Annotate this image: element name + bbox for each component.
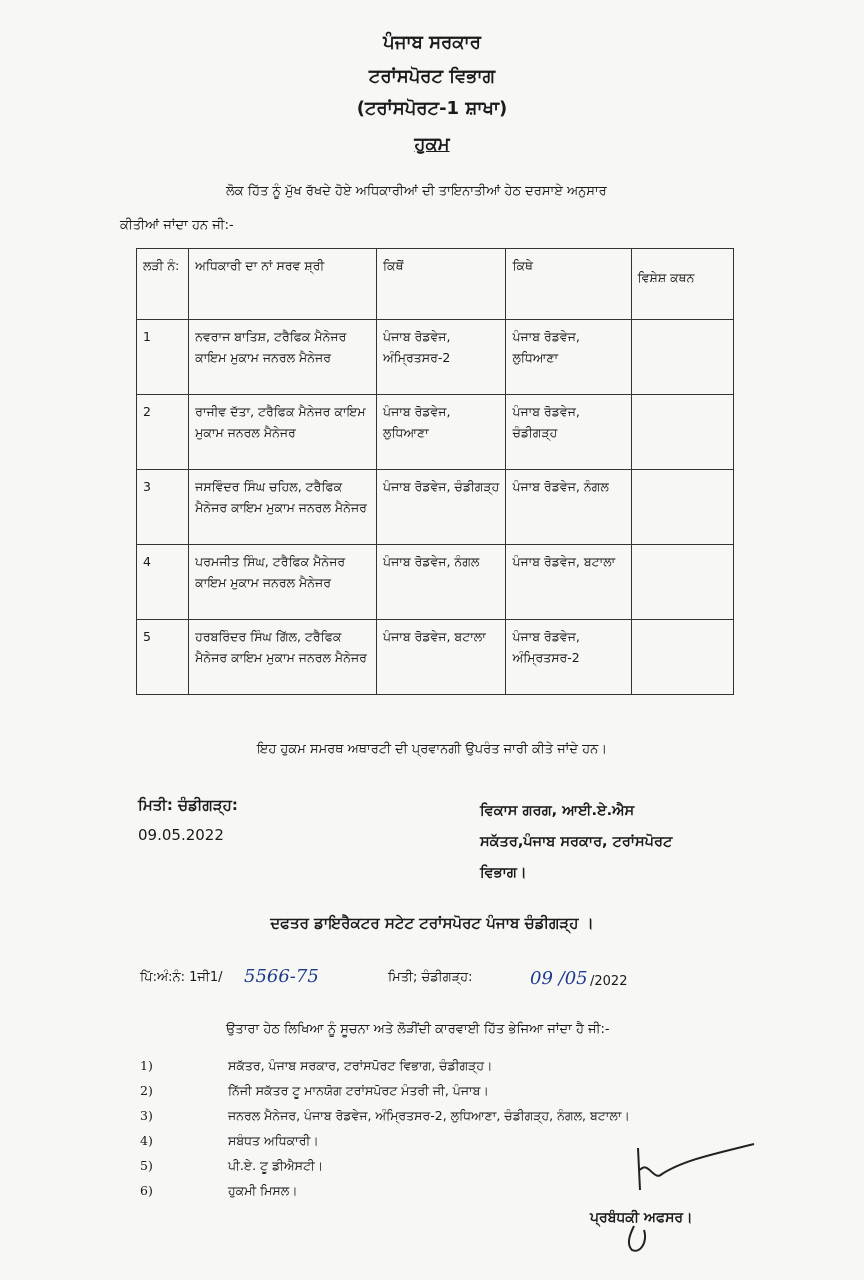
endorsement-date-label: ਮਿਤੀ; ਚੰਡੀਗੜ੍ਹ: xyxy=(388,970,473,985)
table-row xyxy=(137,545,734,620)
intro-line-1: ਲੋਕ ਹਿੱਤ ਨੂੰ ਮੁੱਖ ਰੱਖਦੇ ਹੋਏ ਅਧਿਕਾਰੀਆਂ ਦੀ ਤਾਇਨਾਤੀਆਂ ਹੇਠ ਦਰਸਾਏ ਅਨੁਸਾਰ xyxy=(226,184,607,199)
cell-officer: ਹਰਬਰਿੰਦਰ ਸਿੰਘ ਗਿੱਲ, ਟਰੈਫਿਕ ਮੈਨੇਜਰ ਕਾਇਮ ਮੁਕਾਮ ਜਨਰਲ ਮੈਨੇਜਰ xyxy=(189,620,377,695)
cell-officer: ਰਾਜੀਵ ਦੱਤਾ, ਟਰੈਫਿਕ ਮੈਨੇਜਰ ਕਾਇਮ ਮੁਕਾਮ ਜਨਰਲ ਮੈਨੇਜਰ xyxy=(189,395,377,470)
list-item-number: 6) xyxy=(140,1183,153,1198)
cell-to: ਪੰਜਾਬ ਰੋਡਵੇਜ, ਚੰਡੀਗੜ੍ਹ xyxy=(506,395,631,470)
cell-serial: 5 xyxy=(137,620,189,695)
list-item-text: ਹੁਕਮੀ ਮਿਸਲ। xyxy=(228,1183,298,1198)
copy-forwarded-intro: ਉਤਾਰਾ ਹੇਠ ਲਿਖਿਆ ਨੂੰ ਸੂਚਨਾ ਅਤੇ ਲੋੜੀਂਦੀ ਕਾਰਵਾਈ ਹਿੱਤ ਭੇਜਿਆ ਜਾਂਦਾ ਹੈ ਜੀ:- xyxy=(226,1022,610,1037)
header-department: ਟਰਾਂਸਪੋਰਟ ਵਿਭਾਗ xyxy=(368,66,496,87)
table-row xyxy=(137,320,734,395)
cell-remarks xyxy=(631,545,733,620)
cell-remarks xyxy=(631,620,733,695)
header-branch: (ਟਰਾਂਸਪੋਰਟ-1 ਸ਼ਾਖਾ) xyxy=(356,98,508,119)
col-header-remarks: ਵਿਸ਼ੇਸ਼ ਕਥਨ xyxy=(631,249,733,320)
cell-to: ਪੰਜਾਬ ਰੋਡਵੇਜ, ਲੁਧਿਆਣਾ xyxy=(506,320,631,395)
cell-serial: 4 xyxy=(137,545,189,620)
signatory-block xyxy=(480,796,750,889)
cell-from: ਪੰਜਾਬ ਰੋਡਵੇਜ, ਅੰਮ੍ਰਿਤਸਰ-2 xyxy=(377,320,506,395)
endorsing-office: ਦਫਤਰ ਡਾਇਰੈਕਟਰ ਸਟੇਟ ਟਰਾਂਸਪੋਰਟ ਪੰਜਾਬ ਚੰਡੀਗੜ੍ਹ । xyxy=(270,914,594,932)
cell-from: ਪੰਜਾਬ ਰੋਡਵੇਜ, ਨੰਗਲ xyxy=(377,545,506,620)
col-header-to: ਕਿਥੇ xyxy=(506,249,631,320)
issue-place: ਮਿਤੀ: ਚੰਡੀਗੜ੍ਹ: xyxy=(138,796,238,814)
table-row xyxy=(137,470,734,545)
approval-statement: ਇਹ ਹੁਕਮ ਸਮਰਥ ਅਥਾਰਟੀ ਦੀ ਪ੍ਰਵਾਨਗੀ ਉਪਰੰਤ ਜਾਰੀ ਕੀਤੇ ਜਾਂਦੇ ਹਨ। xyxy=(257,742,607,757)
list-item-text: ਸਕੱਤਰ, ਪੰਜਾਬ ਸਰਕਾਰ, ਟਰਾਂਸਪੋਰਟ ਵਿਭਾਗ, ਚੰਡੀਗੜ੍ਹ। xyxy=(228,1058,493,1073)
cell-remarks xyxy=(631,320,733,395)
cell-serial: 3 xyxy=(137,470,189,545)
table-header-row xyxy=(137,249,734,320)
issue-date: 09.05.2022 xyxy=(138,826,224,844)
cell-to: ਪੰਜਾਬ ਰੋਡਵੇਜ, ਬਟਾਲਾ xyxy=(506,545,631,620)
list-item-text: ਸਬੰਧਤ ਅਧਿਕਾਰੀ। xyxy=(228,1133,319,1148)
list-item-number: 1) xyxy=(140,1058,153,1073)
endorsement-number: 5566-75 xyxy=(244,966,319,987)
cell-from: ਪੰਜਾਬ ਰੋਡਵੇਜ, ਲੁਧਿਆਣਾ xyxy=(377,395,506,470)
list-item-number: 3) xyxy=(140,1108,153,1123)
cell-from: ਪੰਜਾਬ ਰੋਡਵੇਜ, ਚੰਡੀਗੜ੍ਹ xyxy=(377,470,506,545)
list-item-number: 4) xyxy=(140,1133,153,1148)
list-item-text: ਪੀ.ਏ. ਟੂ ਡੀਐਸਟੀ। xyxy=(228,1158,324,1173)
list-item-text: ਨਿੱਜੀ ਸਕੱਤਰ ਟੂ ਮਾਨਯੋਗ ਟਰਾਂਸਪੋਰਟ ਮੰਤਰੀ ਜੀ, ਪੰਜਾਬ। xyxy=(228,1083,489,1098)
list-item-number: 5) xyxy=(140,1158,153,1173)
list-item-number: 2) xyxy=(140,1083,153,1098)
cell-serial: 2 xyxy=(137,395,189,470)
cell-remarks xyxy=(631,470,733,545)
signatory-department: ਵਿਭਾਗ। xyxy=(480,865,527,881)
cell-from: ਪੰਜਾਬ ਰੋਡਵੇਜ, ਬਟਾਲਾ xyxy=(377,620,506,695)
posting-table xyxy=(136,248,734,695)
cell-to: ਪੰਜਾਬ ਰੋਡਵੇਜ, ਨੰਗਲ xyxy=(506,470,631,545)
signoff-designation: ਪ੍ਰਬੰਧਕੀ ਅਫਸਰ। xyxy=(590,1210,693,1226)
col-header-from: ਕਿਥੋਂ xyxy=(377,249,506,320)
table-row xyxy=(137,395,734,470)
cell-serial: 1 xyxy=(137,320,189,395)
cell-officer: ਪਰਮਜੀਤ ਸਿੰਘ, ਟਰੈਫਿਕ ਮੈਨੇਜਰ ਕਾਇਮ ਮੁਕਾਮ ਜਨਰਲ ਮੈਨੇਜਰ xyxy=(189,545,377,620)
col-header-officer: ਅਧਿਕਾਰੀ ਦਾ ਨਾਂ ਸਰਵ ਸ਼੍ਰੀ xyxy=(189,249,377,320)
cell-to: ਪੰਜਾਬ ਰੋਡਵੇਜ, ਅੰਮ੍ਰਿਤਸਰ-2 xyxy=(506,620,631,695)
header-order-title: ਹੁਕਮ xyxy=(414,134,450,155)
handwritten-signature xyxy=(604,1130,764,1260)
list-item-text: ਜਨਰਲ ਮੈਨੇਜਰ, ਪੰਜਾਬ ਰੋਡਵੇਜ, ਅੰਮ੍ਰਿਤਸਰ-2, ਲੁਧਿਆਣਾ, ਚੰਡੀਗੜ੍ਹ, ਨੰਗਲ, ਬਟਾਲਾ। xyxy=(228,1108,630,1123)
cell-officer: ਨਵਰਾਜ ਬਾਤਿਸ਼, ਟਰੈਫਿਕ ਮੈਨੇਜਰ ਕਾਇਮ ਮੁਕਾਮ ਜਨਰਲ ਮੈਨੇਜਰ xyxy=(189,320,377,395)
endorsement-date-handwritten: 09 /05 xyxy=(530,968,588,989)
header-government: ਪੰਜਾਬ ਸਰਕਾਰ xyxy=(383,32,481,53)
endorsement-year: /2022 xyxy=(590,974,628,989)
intro-line-2: ਕੀਤੀਆਂ ਜਾਂਦਾ ਹਨ ਜੀ:- xyxy=(120,218,234,233)
signatory-name: ਵਿਕਾਸ ਗਰਗ, ਆਈ.ਏ.ਐਸ xyxy=(480,803,635,819)
table-row xyxy=(137,620,734,695)
col-header-serial: ਲੜੀ ਨੰ: xyxy=(137,249,189,320)
cell-remarks xyxy=(631,395,733,470)
cell-officer: ਜਸਵਿੰਦਰ ਸਿੰਘ ਚਹਿਲ, ਟਰੈਫਿਕ ਮੈਨੇਜਰ ਕਾਇਮ ਮੁਕਾਮ ਜਨਰਲ ਮੈਨੇਜਰ xyxy=(189,470,377,545)
endorsement-prefix: ਪਿੱ:ਅੰ:ਨੰ: 1ਜੀ1/ xyxy=(140,970,223,985)
signatory-designation: ਸਕੱਤਰ,ਪੰਜਾਬ ਸਰਕਾਰ, ਟਰਾਂਸਪੋਰਟ xyxy=(480,834,673,850)
